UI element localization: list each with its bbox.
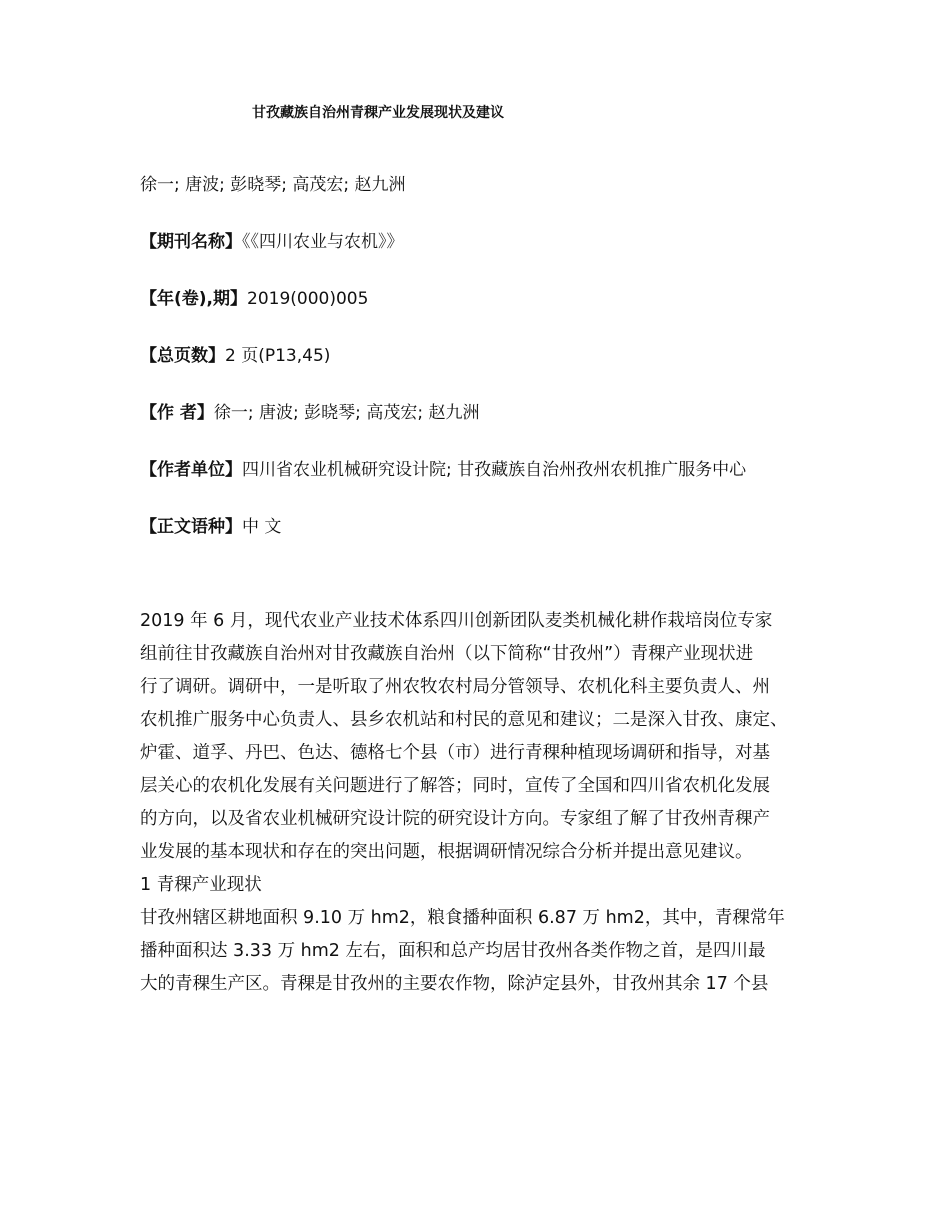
body-line: 播种面积达 3.33 万 hm2 左右，面积和总产均居甘孜州各类作物之首，是四川最 xyxy=(140,941,766,961)
body-line: 农机推广服务中心负责人、县乡农机站和村民的意见和建议；二是深入甘孜、康定、 xyxy=(140,710,788,730)
body-line: 业发展的基本现状和存在的突出问题，根据调研情况综合分析并提出意见建议。 xyxy=(140,842,753,862)
body-line: 层关心的农机化发展有关问题进行了解答；同时，宣传了全国和四川省农机化发展 xyxy=(140,776,770,796)
meta-value: 中 文 xyxy=(242,517,282,537)
body-line: 组前往甘孜藏族自治州对甘孜藏族自治州（以下简称“甘孜州”）青稞产业现状进 xyxy=(140,644,754,664)
meta-value: 2019(000)005 xyxy=(247,289,369,309)
body-line: 炉霍、道孚、丹巴、色达、德格七个县（市）进行青稞种植现场调研和指导，对基 xyxy=(140,743,770,763)
meta-label: 【作者单位】 xyxy=(140,460,242,480)
meta-label: 【期刊名称】 xyxy=(140,232,242,252)
body-line: 的方向，以及省农业机械研究设计院的研究设计方向。专家组了解了甘孜州青稞产 xyxy=(140,809,770,829)
body-line: 甘孜州辖区耕地面积 9.10 万 hm2，粮食播种面积 6.87 万 hm2，其中，青稞常年 xyxy=(140,908,785,928)
meta-value: 四川省农业机械研究设计院; 甘孜藏族自治州孜州农机推广服务中心 xyxy=(242,460,747,480)
body-line: 行了调研。调研中，一是听取了州农牧农村局分管领导、农机化科主要负责人、州 xyxy=(140,677,770,697)
meta-label: 【正文语种】 xyxy=(140,517,242,537)
authors-line: 徐一; 唐波; 彭晓琴; 高茂宏; 赵九洲 xyxy=(140,175,406,195)
meta-year-volume-issue xyxy=(140,284,368,309)
meta-value: 《《四川农业与农机》》 xyxy=(242,232,404,252)
meta-journal-name xyxy=(140,227,404,252)
meta-label: 【年(卷),期】 xyxy=(140,289,247,309)
meta-label: 【作 者】 xyxy=(140,403,214,423)
meta-value: 徐一; 唐波; 彭晓琴; 高茂宏; 赵九洲 xyxy=(213,403,480,423)
document-title: 甘孜藏族自治州青稞产业发展现状及建议 xyxy=(252,105,504,121)
meta-total-pages xyxy=(140,341,330,366)
body-line: 大的青稞生产区。青稞是甘孜州的主要农作物，除泸定县外，甘孜州其余 17 个县 xyxy=(140,974,769,994)
meta-text-language xyxy=(140,512,281,537)
meta-value: 2 页(P13,45) xyxy=(225,346,331,366)
section-heading: 1 青稞产业现状 xyxy=(140,875,262,895)
meta-authors xyxy=(140,398,479,423)
body-line: 2019 年 6 月，现代农业产业技术体系四川创新团队麦类机械化耕作栽培岗位专家 xyxy=(140,611,773,631)
body-text xyxy=(140,605,830,1001)
meta-label: 【总页数】 xyxy=(140,346,225,366)
meta-author-affiliation xyxy=(140,455,746,480)
